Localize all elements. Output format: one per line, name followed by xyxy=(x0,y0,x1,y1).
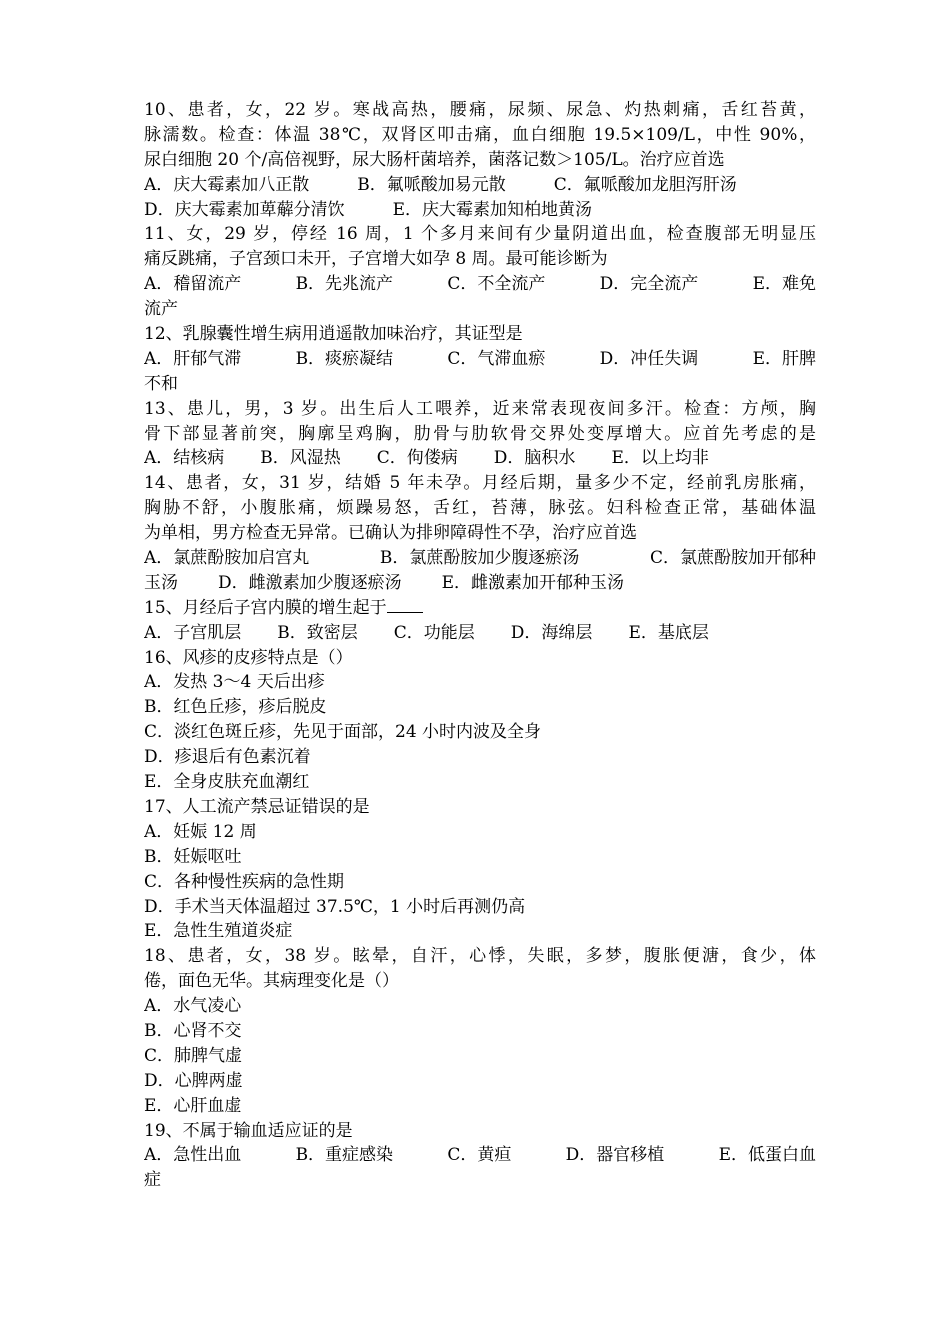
option-d: D．海绵层 xyxy=(510,622,593,643)
option-b: B．痰瘀凝结 xyxy=(295,348,394,369)
option-b: B．氟哌酸加易元散 xyxy=(357,174,506,195)
option-a: A．水气凌心 xyxy=(144,996,242,1017)
question-14 xyxy=(144,471,816,595)
question-16 xyxy=(144,646,816,795)
option-e: E．心肝血虚 xyxy=(144,1095,242,1116)
question-12 xyxy=(144,322,816,397)
options-row xyxy=(144,446,816,471)
option-c: C．各种慢性疾病的急性期 xyxy=(144,871,345,892)
option-a: A．庆大霉素加八正散 xyxy=(144,174,310,195)
option-b: B．妊娠呕吐 xyxy=(144,846,242,867)
option-a: A．稽留流产 xyxy=(144,274,242,295)
option-c: C．黄疸 xyxy=(447,1145,512,1166)
option-d: D．脑积水 xyxy=(493,448,576,469)
option-a: A．肝郁气滞 xyxy=(144,348,242,369)
option-d: D．雌激素加少腹逐瘀汤 xyxy=(218,572,402,593)
question-stem: 痛反跳痛，子宫颈口未开，子宫增大如孕 8 周。最可能诊断为 xyxy=(144,249,608,270)
option-e: E．急性生殖道炎症 xyxy=(144,921,293,942)
question-stem: 13、患儿，男，3 岁。出生后人工喂养，近来常表现夜间多汗。检查：方颅，胸 xyxy=(144,398,816,419)
question-11 xyxy=(144,222,816,322)
option-c: C．气滞血瘀 xyxy=(447,348,546,369)
option-e: E．以上均非 xyxy=(611,448,709,469)
option-b: B．氯蔗酚胺加少腹逐瘀汤 xyxy=(379,548,580,569)
document-page xyxy=(144,98,816,1193)
option-b: B．致密层 xyxy=(277,622,358,643)
option-e: E．庆大霉素加知柏地黄汤 xyxy=(392,199,593,220)
options-row xyxy=(144,1143,816,1168)
question-stem: 14、患者，女，31 岁，结婚 5 年未孕。月经后期，量多少不定，经前乳房胀痛， xyxy=(144,473,816,494)
option-d: D．完全流产 xyxy=(599,274,699,295)
option-c: C．不全流产 xyxy=(447,274,546,295)
question-stem: 10、患者，女，22 岁。寒战高热，腰痛，尿频、尿急、灼热刺痛，舌红苔黄， xyxy=(144,100,816,120)
option-e: E．难免 xyxy=(752,274,816,295)
question-18 xyxy=(144,944,816,1118)
option-e: E．肝脾 xyxy=(752,348,816,369)
question-stem xyxy=(144,596,816,621)
question-15 xyxy=(144,596,816,646)
option-d: D．冲任失调 xyxy=(599,348,699,369)
option-e: E．雌激素加开郁种玉汤 xyxy=(441,572,625,593)
option-c: C．佝偻病 xyxy=(376,448,458,469)
option-a: A．急性出血 xyxy=(144,1145,242,1166)
option-c: C．淡红色斑丘疹，先见于面部，24 小时内波及全身 xyxy=(144,722,542,743)
option-e: E．低蛋白血 xyxy=(718,1145,816,1166)
question-19 xyxy=(144,1119,816,1194)
option-d: D．心脾两虚 xyxy=(144,1070,243,1091)
option-a: A．子宫肌层 xyxy=(144,622,242,643)
question-stem: 脉濡数。检查：体温 38℃，双肾区叩击痛，血白细胞 19.5×109/L，中性 90%， xyxy=(144,124,816,145)
options-row xyxy=(144,347,816,372)
option-e-continued: 不和 xyxy=(144,373,178,394)
option-e-continued: 流产 xyxy=(144,299,178,320)
options-row xyxy=(144,621,816,646)
option-a: A．结核病 xyxy=(144,448,225,469)
option-a: A．氯蔗酚胺加启宫丸 xyxy=(144,548,310,569)
question-stem: 18、患者，女，38 岁。眩晕，自汗，心悸，失眠，多梦，腹胀便溏，食少，体 xyxy=(144,946,816,967)
question-stem: 尿白细胞 20 个/高倍视野，尿大肠杆菌培养，菌落记数＞105/L。治疗应首选 xyxy=(144,149,725,170)
option-b: B．风湿热 xyxy=(260,448,341,469)
question-stem: 17、人工流产禁忌证错误的是 xyxy=(144,796,370,817)
question-17 xyxy=(144,795,816,944)
option-c: C．氟哌酸加龙胆泻肝汤 xyxy=(553,174,737,195)
question-stem: 11、女，29 岁，停经 16 周，1 个多月来间有少量阴道出血，检查腹部无明显压 xyxy=(144,224,816,245)
question-13 xyxy=(144,397,816,472)
question-stem: 倦，面色无华。其病理变化是（） xyxy=(144,971,399,992)
question-stem: 19、不属于输血适应证的是 xyxy=(144,1120,353,1141)
question-stem-text: 15、月经后子宫内膜的增生起于 xyxy=(144,597,387,618)
option-d: D．庆大霉素加萆薢分清饮 xyxy=(144,199,345,220)
option-a: A．妊娠 12 周 xyxy=(144,821,257,842)
question-stem: 为单相，男方检查无异常。已确认为排卵障碍性不孕，治疗应首选 xyxy=(144,523,637,544)
question-stem: 胸胁不舒，小腹胀痛，烦躁易怒，舌红，苔薄，脉弦。妇科检查正常，基础体温 xyxy=(144,498,816,519)
question-10 xyxy=(144,98,816,222)
question-stem: 骨下部显著前突，胸廓呈鸡胸，肋骨与肋软骨交界处变厚增大。应首先考虑的是 xyxy=(144,423,816,444)
option-b: B．心肾不交 xyxy=(144,1020,242,1041)
options-row xyxy=(144,571,816,596)
option-e: E．基底层 xyxy=(628,622,709,643)
option-b: B．重症感染 xyxy=(295,1145,394,1166)
option-d: D．器官移植 xyxy=(565,1145,665,1166)
option-c: C．氯蔗酚胺加开郁种 xyxy=(649,548,816,569)
options-row xyxy=(144,173,816,198)
option-c: C．功能层 xyxy=(393,622,475,643)
option-d: D．疹退后有色素沉着 xyxy=(144,747,311,768)
options-row xyxy=(144,272,816,297)
option-b: B．红色丘疹，疹后脱皮 xyxy=(144,697,327,718)
option-d: D．手术当天体温超过 37.5℃，1 小时后再测仍高 xyxy=(144,896,526,917)
question-stem: 16、风疹的皮疹特点是（） xyxy=(144,647,353,668)
option-e-continued: 症 xyxy=(144,1170,161,1191)
question-stem: 12、乳腺囊性增生病用逍遥散加味治疗，其证型是 xyxy=(144,324,523,345)
option-a: A．发热 3～4 天后出疹 xyxy=(144,672,325,693)
option-c-continued: 玉汤 xyxy=(144,572,178,593)
options-row xyxy=(144,546,816,571)
option-b: B．先兆流产 xyxy=(295,274,394,295)
option-e: E．全身皮肤充血潮红 xyxy=(144,772,310,793)
options-row xyxy=(144,198,816,223)
answer-blank xyxy=(387,598,423,613)
option-c: C．肺脾气虚 xyxy=(144,1045,243,1066)
